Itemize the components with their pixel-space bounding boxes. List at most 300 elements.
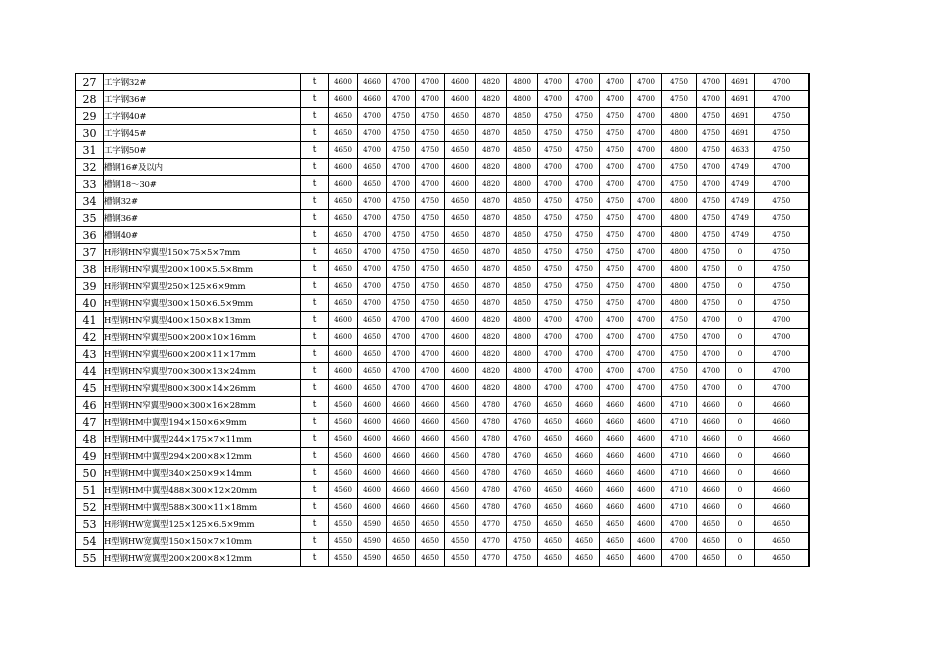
price-cell: 4600	[329, 329, 358, 346]
unit-cell: t	[301, 329, 329, 346]
material-name: 工字钢40#	[104, 108, 301, 125]
material-name: H型钢HM中翼型340×250×9×14mm	[104, 465, 301, 482]
price-cell: 4590	[358, 516, 387, 533]
price-cell: 4660	[416, 431, 445, 448]
price-cell: 4750	[569, 108, 600, 125]
price-cell: 4800	[662, 227, 697, 244]
price-cell: 4660	[697, 499, 726, 516]
price-cell: 4700	[662, 550, 697, 567]
price-cell: 4700	[697, 329, 726, 346]
price-cell: 4660	[600, 499, 631, 516]
price-cell: 4750	[416, 108, 445, 125]
price-cell: 4660	[600, 397, 631, 414]
price-cell: 4710	[662, 448, 697, 465]
row-number: 53	[76, 516, 104, 533]
price-cell: 4760	[507, 465, 538, 482]
material-name: H型钢HM中翼型194×150×6×9mm	[104, 414, 301, 431]
price-cell: 4870	[476, 261, 507, 278]
price-cell: 4700	[697, 380, 726, 397]
price-cell: 4600	[445, 176, 476, 193]
price-cell: 4750	[697, 227, 726, 244]
price-cell: 4600	[358, 499, 387, 516]
price-cell: 0	[726, 346, 755, 363]
price-cell: 4700	[631, 278, 662, 295]
price-cell: 0	[726, 499, 755, 516]
row-number: 30	[76, 125, 104, 142]
price-cell: 4750	[569, 278, 600, 295]
price-cell: 4600	[631, 533, 662, 550]
price-cell: 4850	[507, 193, 538, 210]
price-cell: 4750	[600, 108, 631, 125]
price-cell: 4750	[387, 108, 416, 125]
price-cell: 4560	[329, 499, 358, 516]
price-cell: 4770	[476, 550, 507, 567]
price-cell: 4750	[507, 516, 538, 533]
row-number: 33	[76, 176, 104, 193]
price-cell: 4650	[445, 227, 476, 244]
material-name: H型钢HN窄翼型400×150×8×13mm	[104, 312, 301, 329]
price-cell: 4800	[507, 91, 538, 108]
price-cell: 4750	[507, 550, 538, 567]
material-name: H型钢HN窄翼型800×300×14×26mm	[104, 380, 301, 397]
price-cell: 4850	[507, 227, 538, 244]
price-cell: 0	[726, 448, 755, 465]
price-cell: 4700	[755, 363, 809, 380]
price-cell: 4660	[387, 465, 416, 482]
price-cell: 4750	[755, 244, 809, 261]
unit-cell: t	[301, 550, 329, 567]
price-cell: 4700	[631, 108, 662, 125]
price-cell: 4700	[358, 261, 387, 278]
table-row	[76, 431, 809, 448]
price-cell: 4600	[445, 329, 476, 346]
price-cell: 4650	[387, 533, 416, 550]
unit-cell: t	[301, 431, 329, 448]
price-cell: 4750	[755, 261, 809, 278]
price-cell: 4700	[631, 346, 662, 363]
row-number: 35	[76, 210, 104, 227]
price-cell: 4700	[416, 312, 445, 329]
price-cell: 4600	[329, 176, 358, 193]
row-number: 38	[76, 261, 104, 278]
price-cell: 4660	[755, 431, 809, 448]
price-cell: 4700	[755, 329, 809, 346]
unit-cell: t	[301, 193, 329, 210]
price-cell: 4700	[416, 329, 445, 346]
price-cell: 4710	[662, 499, 697, 516]
price-cell: 0	[726, 482, 755, 499]
table-row	[76, 499, 809, 516]
price-cell: 4760	[507, 499, 538, 516]
price-cell: 4870	[476, 227, 507, 244]
material-name: H形钢HN窄翼型150×75×5×7mm	[104, 244, 301, 261]
price-cell: 4660	[387, 482, 416, 499]
price-cell: 4700	[569, 312, 600, 329]
price-cell: 4750	[662, 176, 697, 193]
price-cell: 4650	[329, 108, 358, 125]
price-cell: 4650	[697, 533, 726, 550]
price-cell: 4600	[329, 346, 358, 363]
price-cell: 4850	[507, 261, 538, 278]
price-cell: 4600	[631, 397, 662, 414]
price-cell: 4650	[538, 465, 569, 482]
price-cell: 4800	[662, 278, 697, 295]
price-cell: 4700	[416, 380, 445, 397]
price-cell: 4650	[329, 244, 358, 261]
price-cell: 4600	[445, 159, 476, 176]
price-cell: 4660	[387, 414, 416, 431]
price-cell: 4850	[507, 244, 538, 261]
table-row	[76, 91, 809, 108]
table-row	[76, 142, 809, 159]
unit-cell: t	[301, 465, 329, 482]
table-row	[76, 108, 809, 125]
row-number: 43	[76, 346, 104, 363]
price-cell: 4700	[631, 142, 662, 159]
price-cell: 4650	[600, 533, 631, 550]
price-cell: 4750	[755, 210, 809, 227]
price-cell: 4820	[476, 74, 507, 91]
material-name: H型钢HN窄翼型500×200×10×16mm	[104, 329, 301, 346]
price-cell: 4750	[416, 278, 445, 295]
price-cell: 4700	[387, 312, 416, 329]
material-name: 槽钢36#	[104, 210, 301, 227]
price-cell: 0	[726, 550, 755, 567]
price-cell: 4820	[476, 329, 507, 346]
price-cell: 4660	[569, 499, 600, 516]
price-cell: 4780	[476, 448, 507, 465]
price-cell: 4700	[569, 159, 600, 176]
price-cell: 4660	[600, 431, 631, 448]
price-cell: 4750	[600, 125, 631, 142]
price-cell: 4820	[476, 91, 507, 108]
price-cell: 4600	[329, 91, 358, 108]
price-cell: 4650	[538, 499, 569, 516]
price-cell: 4700	[387, 363, 416, 380]
row-number: 48	[76, 431, 104, 448]
price-cell: 4600	[358, 397, 387, 414]
material-name: H型钢HN窄翼型300×150×6.5×9mm	[104, 295, 301, 312]
price-cell: 4700	[631, 74, 662, 91]
price-cell: 4700	[538, 363, 569, 380]
price-cell: 4600	[445, 312, 476, 329]
price-cell: 4700	[662, 533, 697, 550]
price-cell: 4700	[358, 142, 387, 159]
price-cell: 4780	[476, 465, 507, 482]
row-number: 37	[76, 244, 104, 261]
price-cell: 4650	[358, 312, 387, 329]
price-cell: 4750	[569, 193, 600, 210]
price-cell: 4700	[755, 74, 809, 91]
material-name: H型钢HW宽翼型150×150×7×10mm	[104, 533, 301, 550]
price-cell: 4750	[507, 533, 538, 550]
price-cell: 4700	[631, 261, 662, 278]
price-cell: 4750	[416, 125, 445, 142]
price-cell: 4700	[600, 74, 631, 91]
price-cell: 4750	[600, 295, 631, 312]
price-cell: 4660	[755, 414, 809, 431]
price-cell: 4750	[600, 244, 631, 261]
table-row	[76, 533, 809, 550]
price-cell: 4700	[387, 329, 416, 346]
price-cell: 0	[726, 363, 755, 380]
price-cell: 4750	[416, 295, 445, 312]
price-cell: 4650	[329, 278, 358, 295]
price-cell: 4560	[329, 465, 358, 482]
price-cell: 4750	[569, 227, 600, 244]
price-cell: 4550	[445, 533, 476, 550]
price-cell: 4660	[387, 499, 416, 516]
price-cell: 4850	[507, 278, 538, 295]
price-cell: 4750	[387, 142, 416, 159]
price-cell: 4750	[569, 142, 600, 159]
price-cell: 4700	[697, 159, 726, 176]
price-cell: 4750	[538, 295, 569, 312]
price-cell: 4650	[387, 516, 416, 533]
price-cell: 4700	[697, 363, 726, 380]
price-cell: 4660	[755, 397, 809, 414]
price-cell: 4600	[329, 159, 358, 176]
price-cell: 4750	[416, 142, 445, 159]
price-cell: 4650	[445, 210, 476, 227]
price-cell: 4750	[662, 329, 697, 346]
row-number: 29	[76, 108, 104, 125]
price-cell: 4700	[358, 125, 387, 142]
price-cell: 0	[726, 278, 755, 295]
price-cell: 4650	[538, 431, 569, 448]
material-name: H型钢HM中翼型488×300×12×20mm	[104, 482, 301, 499]
price-cell: 4800	[662, 125, 697, 142]
unit-cell: t	[301, 244, 329, 261]
price-cell: 4750	[600, 227, 631, 244]
unit-cell: t	[301, 533, 329, 550]
material-name: H型钢HN窄翼型600×200×11×17mm	[104, 346, 301, 363]
price-cell: 4600	[329, 380, 358, 397]
price-cell: 4750	[697, 210, 726, 227]
price-cell: 4600	[631, 550, 662, 567]
row-number: 50	[76, 465, 104, 482]
table-row	[76, 295, 809, 312]
row-number: 41	[76, 312, 104, 329]
price-cell: 4750	[569, 125, 600, 142]
price-cell: 4600	[358, 431, 387, 448]
price-cell: 4750	[662, 346, 697, 363]
price-cell: 4650	[445, 278, 476, 295]
table-row	[76, 329, 809, 346]
price-cell: 4650	[569, 550, 600, 567]
price-cell: 4750	[662, 159, 697, 176]
price-cell: 4700	[569, 363, 600, 380]
price-cell: 4800	[507, 74, 538, 91]
table-row	[76, 74, 809, 91]
price-cell: 4750	[538, 227, 569, 244]
table-row	[76, 125, 809, 142]
price-cell: 4700	[538, 329, 569, 346]
price-cell: 4650	[416, 533, 445, 550]
price-cell: 4650	[538, 516, 569, 533]
price-cell: 4800	[507, 176, 538, 193]
price-cell: 4660	[569, 448, 600, 465]
price-cell: 4660	[387, 431, 416, 448]
row-number: 45	[76, 380, 104, 397]
price-cell: 4660	[755, 448, 809, 465]
price-cell: 4650	[445, 193, 476, 210]
price-cell: 4600	[631, 516, 662, 533]
price-cell: 4800	[507, 329, 538, 346]
table-row	[76, 482, 809, 499]
price-cell: 4750	[662, 312, 697, 329]
price-cell: 4650	[329, 261, 358, 278]
price-cell: 4560	[445, 431, 476, 448]
row-number: 49	[76, 448, 104, 465]
price-cell: 4820	[476, 363, 507, 380]
price-cell: 4650	[445, 125, 476, 142]
price-cell: 4750	[538, 108, 569, 125]
price-cell: 4700	[600, 329, 631, 346]
price-cell: 0	[726, 516, 755, 533]
price-cell: 0	[726, 533, 755, 550]
price-cell: 4650	[600, 516, 631, 533]
price-cell: 4780	[476, 431, 507, 448]
price-cell: 4800	[507, 159, 538, 176]
table-row	[76, 193, 809, 210]
unit-cell: t	[301, 380, 329, 397]
price-cell: 4700	[538, 74, 569, 91]
price-cell: 4691	[726, 125, 755, 142]
price-cell: 4660	[697, 448, 726, 465]
price-cell: 4760	[507, 414, 538, 431]
price-cell: 0	[726, 312, 755, 329]
price-cell: 4700	[631, 380, 662, 397]
row-number: 42	[76, 329, 104, 346]
price-cell: 4750	[387, 295, 416, 312]
price-cell: 4750	[538, 193, 569, 210]
price-cell: 4700	[387, 159, 416, 176]
price-cell: 4700	[631, 244, 662, 261]
price-cell: 4710	[662, 465, 697, 482]
material-name: 工字钢36#	[104, 91, 301, 108]
price-cell: 4750	[662, 91, 697, 108]
price-cell: 4700	[358, 295, 387, 312]
row-number: 52	[76, 499, 104, 516]
price-cell: 4700	[358, 108, 387, 125]
table-row	[76, 176, 809, 193]
price-cell: 4750	[697, 142, 726, 159]
price-cell: 4691	[726, 74, 755, 91]
price-cell: 4700	[416, 74, 445, 91]
price-cell: 4750	[697, 244, 726, 261]
unit-cell: t	[301, 363, 329, 380]
table-row	[76, 261, 809, 278]
row-number: 31	[76, 142, 104, 159]
price-cell: 4710	[662, 431, 697, 448]
price-cell: 4660	[600, 482, 631, 499]
price-cell: 4660	[569, 397, 600, 414]
price-cell: 4750	[697, 125, 726, 142]
row-number: 47	[76, 414, 104, 431]
price-cell: 4600	[358, 414, 387, 431]
price-cell: 0	[726, 414, 755, 431]
price-cell: 4750	[697, 108, 726, 125]
price-cell: 4700	[755, 91, 809, 108]
price-cell: 4700	[387, 380, 416, 397]
price-cell: 4600	[358, 448, 387, 465]
price-cell: 4660	[569, 465, 600, 482]
price-cell: 4780	[476, 414, 507, 431]
price-cell: 4800	[662, 210, 697, 227]
table-row	[76, 414, 809, 431]
price-cell: 4710	[662, 482, 697, 499]
price-cell: 4760	[507, 431, 538, 448]
price-cell: 4550	[329, 550, 358, 567]
price-cell: 4560	[329, 397, 358, 414]
price-cell: 4800	[662, 142, 697, 159]
price-cell: 4660	[569, 431, 600, 448]
price-cell: 4750	[416, 244, 445, 261]
price-cell: 4850	[507, 295, 538, 312]
price-cell: 4820	[476, 176, 507, 193]
table-body	[76, 74, 809, 567]
price-cell: 4660	[387, 448, 416, 465]
price-cell: 4760	[507, 397, 538, 414]
price-cell: 4650	[329, 210, 358, 227]
price-cell: 4600	[631, 482, 662, 499]
price-cell: 4700	[600, 176, 631, 193]
price-cell: 4820	[476, 380, 507, 397]
price-cell: 4750	[600, 210, 631, 227]
price-cell: 4700	[631, 125, 662, 142]
price-cell: 4700	[662, 516, 697, 533]
material-name: 工字钢45#	[104, 125, 301, 142]
table-row	[76, 448, 809, 465]
unit-cell: t	[301, 261, 329, 278]
price-cell: 4750	[755, 295, 809, 312]
price-cell: 4650	[329, 295, 358, 312]
price-cell: 4650	[538, 533, 569, 550]
price-cell: 4700	[631, 363, 662, 380]
table-row	[76, 278, 809, 295]
price-cell: 4650	[358, 176, 387, 193]
unit-cell: t	[301, 346, 329, 363]
price-cell: 4700	[600, 363, 631, 380]
price-cell: 4650	[358, 380, 387, 397]
price-cell: 4800	[662, 193, 697, 210]
price-cell: 4700	[358, 278, 387, 295]
unit-cell: t	[301, 176, 329, 193]
table-row	[76, 346, 809, 363]
price-cell: 4660	[416, 465, 445, 482]
price-cell: 4650	[445, 261, 476, 278]
price-cell: 4600	[329, 74, 358, 91]
price-cell: 4750	[387, 193, 416, 210]
price-cell: 4550	[445, 516, 476, 533]
price-cell: 4750	[697, 278, 726, 295]
price-cell: 4700	[569, 91, 600, 108]
price-cell: 4600	[358, 482, 387, 499]
row-number: 44	[76, 363, 104, 380]
price-cell: 4700	[631, 295, 662, 312]
price-cell: 4750	[416, 227, 445, 244]
price-cell: 4600	[631, 499, 662, 516]
price-cell: 4750	[416, 261, 445, 278]
price-cell: 0	[726, 244, 755, 261]
price-cell: 4660	[569, 482, 600, 499]
price-cell: 4700	[631, 227, 662, 244]
steel-price-table	[75, 73, 810, 567]
price-cell: 4870	[476, 278, 507, 295]
price-cell: 4660	[697, 414, 726, 431]
price-cell: 4600	[631, 448, 662, 465]
